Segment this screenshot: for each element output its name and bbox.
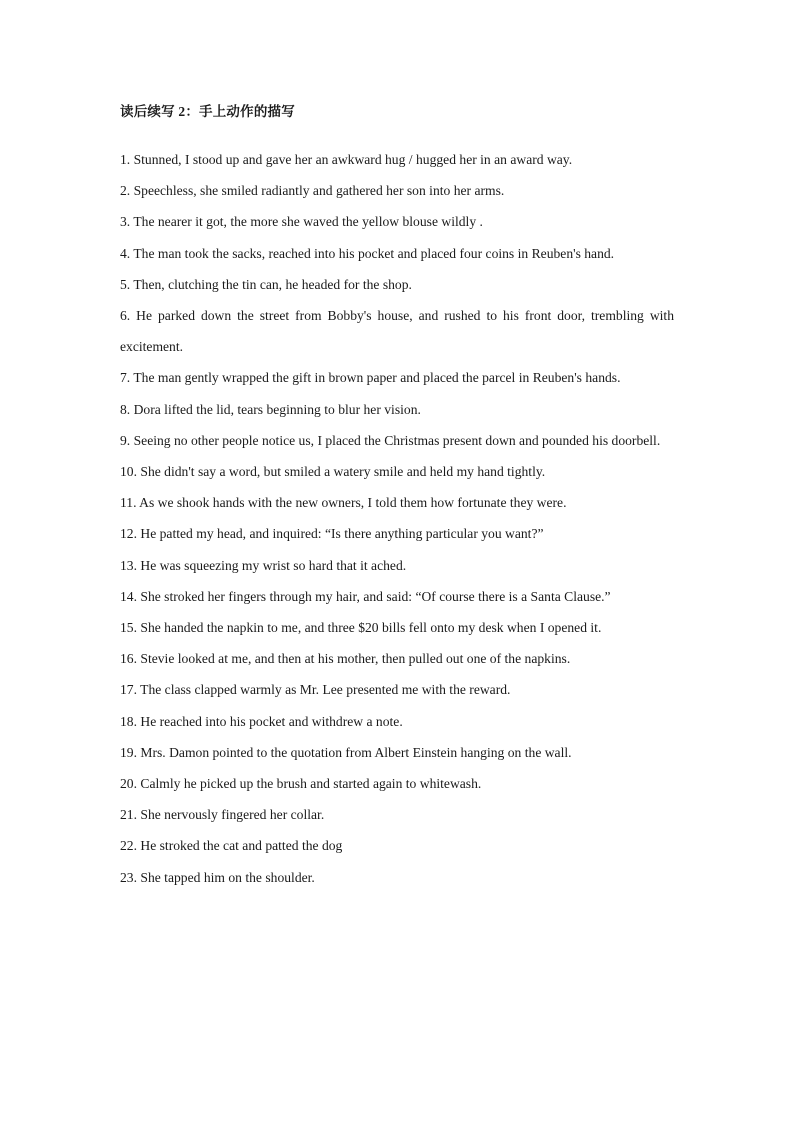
- document-title: 读后续写 2：手上动作的描写: [120, 104, 295, 119]
- sentence-item: 2. Speechless, she smiled radiantly and gathered her son into her arms.: [120, 183, 505, 199]
- sentence-list: [120, 144, 674, 893]
- sentence-item: 4. The man took the sacks, reached into his pocket and placed four coins in Reuben's hand.: [120, 245, 615, 261]
- sentence-item: 12. He patted my head, and inquired: “Is there anything particular you want?”: [120, 526, 544, 542]
- sentence-item: 20. Calmly he picked up the brush and started again to whitewash.: [120, 776, 482, 792]
- sentence-item: 10. She didn't say a word, but smiled a watery smile and held my hand tightly.: [120, 464, 546, 480]
- sentence-item: 5. Then, clutching the tin can, he headed for the shop.: [120, 276, 412, 292]
- sentence-item: 9. Seeing no other people notice us, I placed the Christmas present down and pounded his doorbell.: [120, 432, 661, 448]
- sentence-item: 21. She nervously fingered her collar.: [120, 807, 325, 823]
- sentence-item: 7. The man gently wrapped the gift in brown paper and placed the parcel in Reuben's hands.: [120, 370, 621, 386]
- sentence-item: 6. He parked down the street from Bobby's house, and rushed to his front door, trembling with excitement.: [120, 308, 674, 355]
- sentence-item: 1. Stunned, I stood up and gave her an awkward hug / hugged her in an award way.: [120, 152, 573, 167]
- sentence-item: 13. He was squeezing my wrist so hard that it ached.: [120, 557, 407, 573]
- sentence-item: 8. Dora lifted the lid, tears beginning to blur her vision.: [120, 401, 421, 417]
- sentence-item: 3. The nearer it got, the more she waved the yellow blouse wildly .: [120, 214, 483, 230]
- sentence-item: 14. She stroked her fingers through my hair, and said: “Of course there is a Santa Clause.”: [120, 588, 611, 604]
- sentence-item: 17. The class clapped warmly as Mr. Lee presented me with the reward.: [120, 682, 511, 698]
- sentence-item: 15. She handed the napkin to me, and three $20 bills fell onto my desk when I opened it.: [120, 620, 602, 636]
- sentence-item: 22. He stroked the cat and patted the dog: [120, 838, 343, 854]
- sentence-item: 11. As we shook hands with the new owners, I told them how fortunate they were.: [120, 495, 567, 511]
- sentence-item: 18. He reached into his pocket and withdrew a note.: [120, 713, 403, 729]
- sentence-item: 16. Stevie looked at me, and then at his mother, then pulled out one of the napkins.: [120, 651, 571, 667]
- sentence-item: 23. She tapped him on the shoulder.: [120, 869, 315, 885]
- document-page: [120, 101, 674, 893]
- sentence-item: 19. Mrs. Damon pointed to the quotation from Albert Einstein hanging on the wall.: [120, 744, 572, 760]
